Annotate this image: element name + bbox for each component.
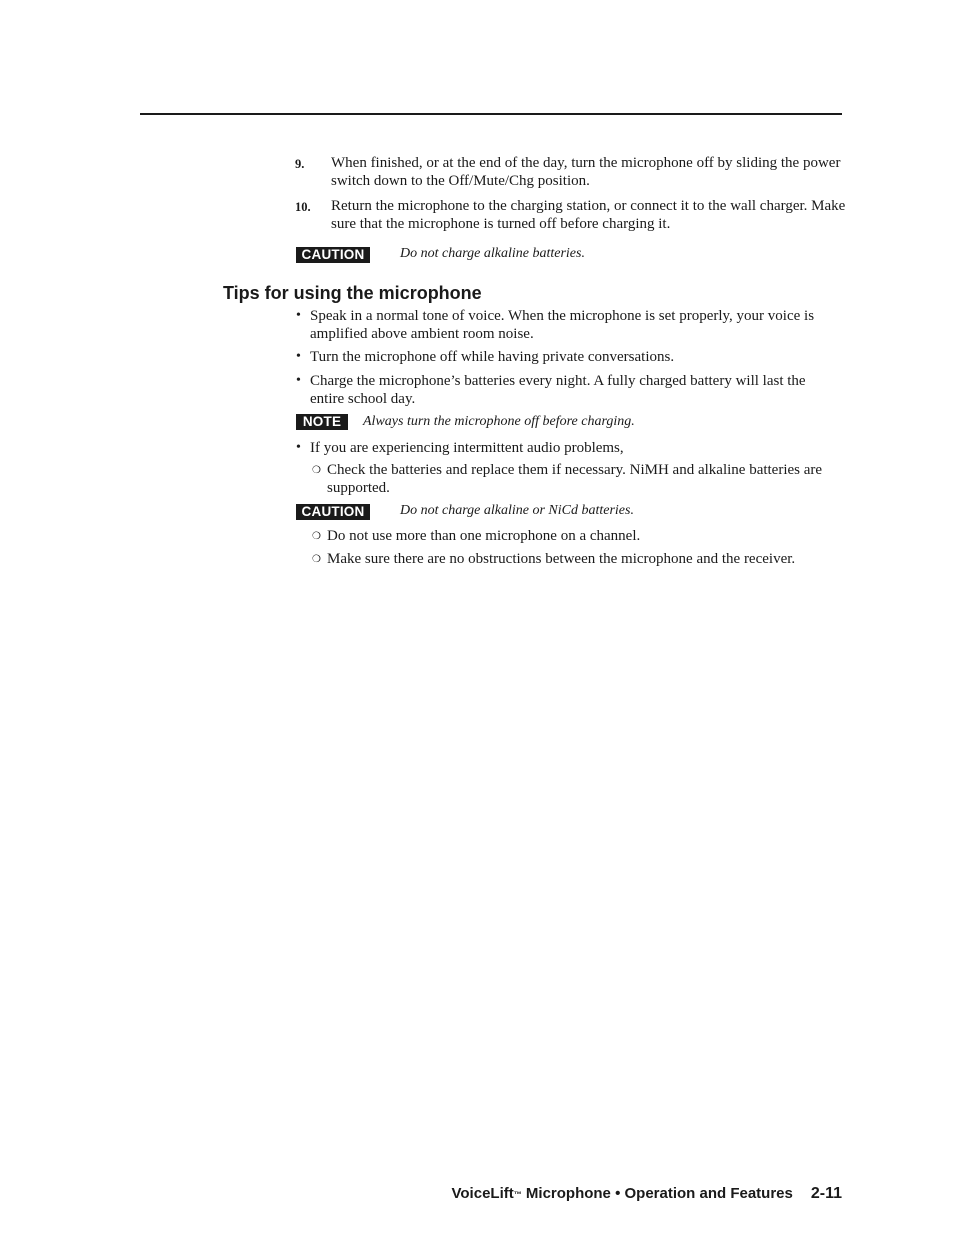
- footer-product: VoiceLift: [451, 1185, 514, 1202]
- step-number: 10.: [295, 200, 311, 214]
- page-number: 2-11: [810, 1185, 842, 1202]
- sub-tip-text: Do not use more than one microphone on a channel.: [327, 528, 641, 544]
- section-heading: Tips for using the microphone: [223, 283, 482, 303]
- footer-title: Microphone • Operation and Features: [521, 1185, 793, 1202]
- step-text: Return the microphone to the charging station, or connect it to the wall charger. Make sure that the microphone is turned off before charging it.: [331, 198, 846, 232]
- trademark-symbol: ™: [513, 1190, 522, 1199]
- tip-text: Charge the microphone’s batteries every night. A fully charged battery will last the entire school day.: [310, 373, 806, 407]
- note-badge: NOTE: [296, 414, 348, 430]
- circle-bullet-icon: ❍: [312, 554, 321, 565]
- tip-text: If you are experiencing intermittent audio problems,: [310, 440, 624, 456]
- page-footer: [452, 1184, 843, 1204]
- circle-bullet-icon: ❍: [312, 465, 321, 476]
- step-number: 9.: [295, 157, 305, 171]
- caution-badge: CAUTION: [296, 504, 370, 520]
- bullet-icon: •: [296, 349, 301, 364]
- tip-text: Turn the microphone off while having private conversations.: [310, 349, 675, 365]
- bullet-icon: •: [296, 308, 301, 323]
- circle-bullet-icon: ❍: [312, 531, 321, 542]
- header-rule: [140, 113, 842, 115]
- tip-text: Speak in a normal tone of voice. When the microphone is set properly, your voice is amplified above ambient room noise.: [310, 308, 815, 342]
- caution-badge: CAUTION: [296, 247, 370, 263]
- bullet-icon: •: [296, 440, 301, 455]
- caution-text: Do not charge alkaline batteries.: [400, 246, 585, 261]
- sub-tip-text: Make sure there are no obstructions between the microphone and the receiver.: [327, 551, 796, 567]
- sub-tip-text: Check the batteries and replace them if necessary. NiMH and alkaline batteries are supported.: [327, 462, 823, 496]
- step-text: When finished, or at the end of the day, turn the microphone off by sliding the power switch down to the Off/Mute/Chg position.: [331, 155, 841, 189]
- bullet-icon: •: [296, 373, 301, 388]
- note-text: Always turn the microphone off before charging.: [363, 414, 635, 429]
- caution-text: Do not charge alkaline or NiCd batteries.: [400, 503, 634, 518]
